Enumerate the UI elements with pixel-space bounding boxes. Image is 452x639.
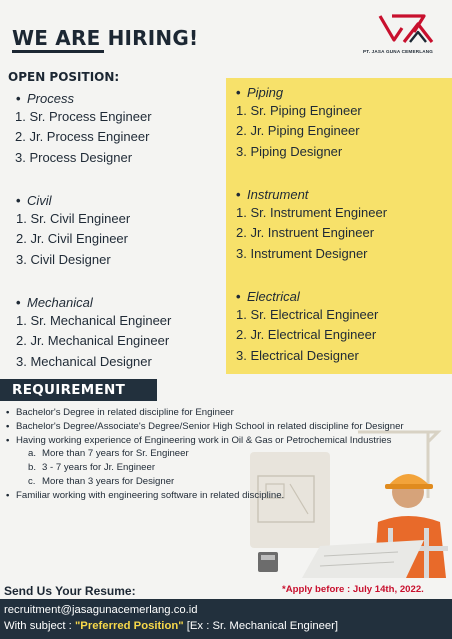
position-item: 2. Jr. Instruent Engineer bbox=[236, 225, 375, 241]
position-item: 2. Jr. Mechanical Engineer bbox=[16, 333, 170, 349]
position-item: 1. Sr. Civil Engineer bbox=[16, 211, 131, 226]
subject-line bbox=[4, 618, 448, 634]
dept-positions bbox=[236, 101, 362, 162]
position-item: 1. Sr. Process Engineer bbox=[15, 109, 152, 124]
position-item: 1. Sr. Mechanical Engineer bbox=[16, 313, 172, 328]
open-position-title: OPEN POSITION: bbox=[8, 70, 120, 84]
requirement-item: • Familiar working with engineering software in related discipline. bbox=[6, 489, 285, 501]
dept-electrical bbox=[236, 287, 378, 366]
send-resume-title: Send Us Your Resume: bbox=[4, 584, 136, 598]
dept-positions bbox=[16, 209, 130, 270]
dept-process bbox=[16, 89, 152, 168]
position-item: 3. Civil Designer bbox=[16, 251, 111, 267]
dept-name: • Mechanical bbox=[16, 294, 93, 310]
position-item: 1. Sr. Piping Engineer bbox=[236, 103, 362, 118]
headline: WE ARE HIRING! bbox=[12, 26, 199, 50]
dept-name: • Electrical bbox=[236, 288, 300, 304]
requirement-item: • Bachelor's Degree in related discipline for Engineer bbox=[6, 407, 234, 418]
dept-piping bbox=[236, 83, 362, 162]
experience-item: b. 3 - 7 years for Jr. Engineer bbox=[28, 462, 156, 474]
position-item: 3. Process Designer bbox=[15, 149, 133, 165]
experience-item: a. More than 7 years for Sr. Engineer bbox=[28, 448, 189, 460]
contact-bar bbox=[0, 599, 452, 639]
dept-instrument bbox=[236, 185, 387, 264]
position-item: 2. Jr. Piping Engineer bbox=[236, 123, 360, 139]
dept-name: • Instrument bbox=[236, 186, 309, 202]
subject-prefix: With subject : bbox=[4, 620, 75, 632]
subject-example: [Ex : Sr. Mechanical Engineer] bbox=[183, 620, 339, 632]
subject-quoted: "Preferred Position" bbox=[74, 620, 184, 632]
position-item: 1. Sr. Electrical Engineer bbox=[236, 307, 379, 322]
apply-deadline: *Apply before : July 14th, 2022. bbox=[282, 584, 424, 595]
position-item: 3. Mechanical Designer bbox=[16, 353, 152, 369]
dept-mechanical bbox=[16, 293, 171, 372]
experience-item: c. More than 3 years for Designer bbox=[28, 475, 175, 487]
email-link[interactable]: recruitment@jasagunacemerlang.co.id bbox=[4, 604, 198, 616]
position-item: 3. Piping Designer bbox=[236, 143, 343, 159]
requirement-title: REQUIREMENT bbox=[0, 379, 157, 401]
position-item: 2. Jr. Civil Engineer bbox=[16, 231, 128, 247]
company-logo-icon bbox=[374, 10, 436, 50]
logo-caption: PT. JASA GUNA CEMERLANG bbox=[362, 49, 434, 54]
position-item: 2. Jr. Process Engineer bbox=[15, 129, 150, 145]
position-item: 1. Sr. Instrument Engineer bbox=[236, 205, 388, 220]
position-item: 3. Instrument Designer bbox=[236, 245, 368, 261]
requirement-item: • Having working experience of Engineering work in Oil & Gas or Petrochemical Industries bbox=[6, 434, 392, 446]
headline-underline bbox=[12, 50, 104, 53]
requirement-list bbox=[6, 406, 452, 503]
dept-name: • Piping bbox=[236, 84, 284, 100]
position-item: 3. Electrical Designer bbox=[236, 347, 359, 363]
position-item: 2. Jr. Electrical Engineer bbox=[236, 327, 377, 343]
dept-name: • Civil bbox=[16, 192, 52, 208]
dept-positions bbox=[236, 203, 387, 264]
dept-positions bbox=[236, 305, 378, 366]
dept-name: • Process bbox=[16, 90, 74, 106]
dept-civil bbox=[16, 191, 130, 270]
dept-positions bbox=[16, 311, 171, 372]
requirement-item: • Bachelor's Degree/Associate's Degree/Senior High School in related discipline for Designer bbox=[6, 420, 404, 432]
dept-positions bbox=[16, 107, 152, 168]
